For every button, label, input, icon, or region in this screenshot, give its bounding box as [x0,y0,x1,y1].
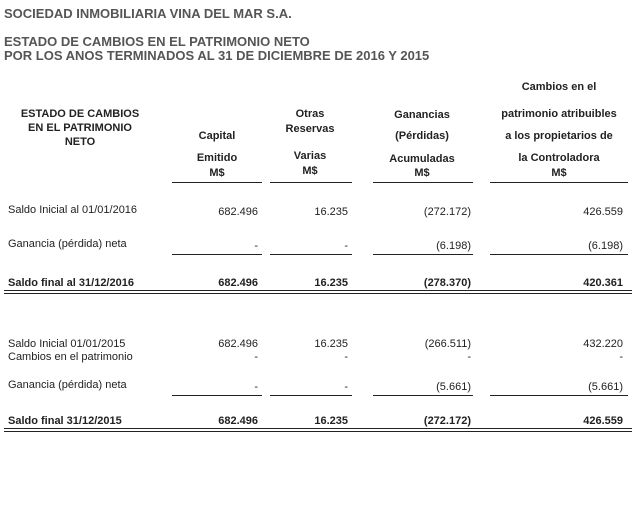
col-reservas-line-1: Otras [295,108,325,120]
cell-value: (278.370) [423,277,471,289]
col-reservas-line-3: Varias [293,150,327,162]
col-capital-unit: M$ [209,167,225,179]
cell-value: 682.496 [218,277,258,289]
cell-value: (5.661) [436,381,471,393]
subtotal-rule [490,254,628,255]
cell-value: 16.235 [314,338,348,350]
col-cambios-header-rule [490,182,628,183]
row-label: Saldo Inicial 01/01/2015 [8,338,126,350]
cell-value: - [254,381,258,393]
cell-value: - [254,351,258,363]
col-capital-line-1: Capital [198,130,236,142]
cell-value: (266.511) [424,338,471,350]
col-reservas-header-rule [270,182,352,183]
cell-value: 426.559 [583,206,623,218]
col-ganancias-line-3: Acumuladas [389,153,455,165]
row-header-line-1: ESTADO DE CAMBIOS [20,108,140,120]
cell-value: 682.496 [218,415,258,427]
cell-value: (6.198) [588,240,623,252]
subtotal-rule [270,254,352,255]
cell-value: (272.172) [423,415,471,427]
col-ganancias-header-rule [373,182,473,183]
cell-value: - [344,240,348,252]
total-rule-top [4,428,632,429]
cell-value: - [619,351,623,363]
report-period: POR LOS ANOS TERMINADOS AL 31 DE DICIEMBRE DE 2016 Y 2015 [4,48,430,63]
row-label: Cambios en el patrimonio [8,351,133,363]
cell-value: 682.496 [218,206,258,218]
cell-value: 426.559 [583,415,623,427]
col-ganancias-unit: M$ [414,167,430,179]
row-header-line-2: EN EL PATRIMONIO [28,122,132,134]
col-reservas-unit: M$ [302,165,318,177]
subtotal-rule [373,254,473,255]
cell-value: (5.661) [588,381,623,393]
col-capital-line-2: Emitido [196,152,238,164]
total-rule-bottom [4,431,632,432]
total-rule-top [4,290,632,291]
subtotal-rule [172,395,262,396]
col-cambios-line-4: la Controladora [518,152,600,164]
cell-value: 682.496 [218,338,258,350]
row-label: Saldo Inicial al 01/01/2016 [8,204,138,216]
report-title: ESTADO DE CAMBIOS EN EL PATRIMONIO NETO [4,34,310,49]
row-label: Ganancia (pérdida) neta [8,238,127,250]
row-label: Saldo final 31/12/2015 [8,415,122,427]
subtotal-rule [270,395,352,396]
cell-value: 16.235 [314,277,348,289]
total-rule-bottom [4,293,632,294]
subtotal-rule [373,395,473,396]
col-capital-header-rule [172,182,262,183]
cell-value: (6.198) [436,240,471,252]
cell-value: 432.220 [583,338,623,350]
cell-value: - [344,351,348,363]
cell-value: - [467,351,471,363]
cell-value: - [254,240,258,252]
col-ganancias-line-1: Ganancias [394,109,450,121]
col-cambios-unit: M$ [551,167,567,179]
cell-value: 420.361 [583,277,623,289]
col-cambios-line-1: Cambios en el [521,81,597,93]
row-label: Saldo final al 31/12/2016 [8,277,134,289]
cell-value: 16.235 [314,415,348,427]
col-cambios-line-2: patrimonio atribuibles [501,108,617,120]
row-header-line-3: NETO [64,136,96,148]
col-reservas-line-2: Reservas [285,123,335,135]
row-label: Ganancia (pérdida) neta [8,379,127,391]
subtotal-rule [172,254,262,255]
col-cambios-line-3: a los propietarios de [505,130,613,142]
cell-value: - [344,381,348,393]
subtotal-rule [490,395,628,396]
cell-value: (272.172) [423,206,471,218]
company-name: SOCIEDAD INMOBILIARIA VINA DEL MAR S.A. [4,6,292,21]
col-ganancias-line-2: (Pérdidas) [395,130,449,142]
cell-value: 16.235 [314,206,348,218]
